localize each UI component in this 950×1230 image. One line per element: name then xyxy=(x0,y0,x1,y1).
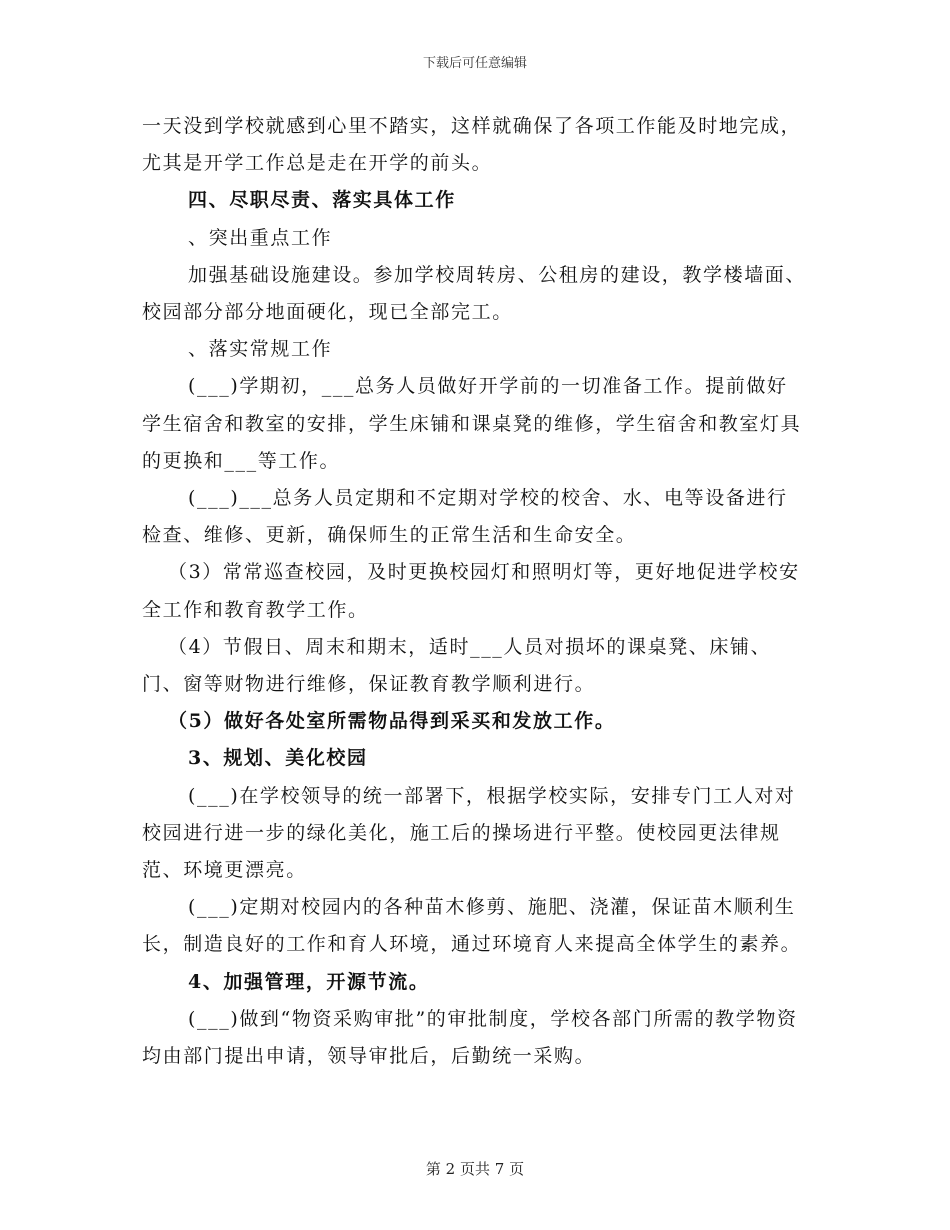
paragraph-continuation: 一天没到学校就感到心里不踏实，这样就确保了各项工作能及时地完成，尤其是开学工作总是走在开学的前头。 xyxy=(142,115,802,175)
paragraph-trees: (___)定期对校园内的各种苗木修剪、施肥、浇灌，保证苗木顺利生长，制造良好的工作和育人环境，通过环境育人来提高全体学生的素养。 xyxy=(142,896,802,956)
paragraph-item-4: （4）节假日、周末和期末，适时___人员对损坏的课桌凳、床铺、门、窗等财物进行维修，保证教育教学顺利进行。 xyxy=(142,635,772,696)
paragraph-item-3: （3）常常巡查校园，及时更换校园灯和照明灯等，更好地促进学校安全工作和教育教学工作。 xyxy=(142,561,800,621)
paragraph-infrastructure: 加强基础设施建设。参加学校周转房、公租房的建设，教学楼墙面、校园部分部分地面硬化，现已全部完工。 xyxy=(142,263,807,324)
paragraph-procurement: (___)做到“物资采购审批”的审批制度，学校各部门所需的教学物资均由部门提出申请，领导审批后，后勤统一采购。 xyxy=(142,1007,798,1068)
section-heading-3: 3、规划、美化校园 xyxy=(188,747,368,770)
document-body xyxy=(142,108,808,1075)
paragraph-item-5: （5）做好各处室所需物品得到采买和发放工作。 xyxy=(168,710,616,733)
section-heading-4-management: 4、加强管理，开源节流。 xyxy=(188,970,430,993)
paragraph-greening: (___)在学校领导的统一部署下，根据学校实际，安排专门工人对对校园进行进一步的绿化美化，施工后的操场进行平整。使校园更法律规范、环境更漂亮。 xyxy=(142,784,796,882)
paragraph-item-2: (___)___总务人员定期和不定期对学校的校舍、水、电等设备进行检查、维修、更新，确保师生的正常生活和生命安全。 xyxy=(142,487,788,547)
page-header: 下载后可任意编辑 xyxy=(422,56,527,71)
paragraph-item-1: (___)学期初，___总务人员做好开学前的一切准备工作。提前做好学生宿舍和教室的安排，学生床铺和课桌凳的维修，学生宿舍和教室灯具的更换和___等工作。 xyxy=(142,375,802,472)
subheading-key-work: 、突出重点工作 xyxy=(188,226,333,249)
subheading-routine-work: 、落实常规工作 xyxy=(188,338,333,361)
section-heading-4: 四、尽职尽责、落实具体工作 xyxy=(188,189,456,212)
page-footer: 第 2 页共 7 页 xyxy=(425,1160,525,1178)
